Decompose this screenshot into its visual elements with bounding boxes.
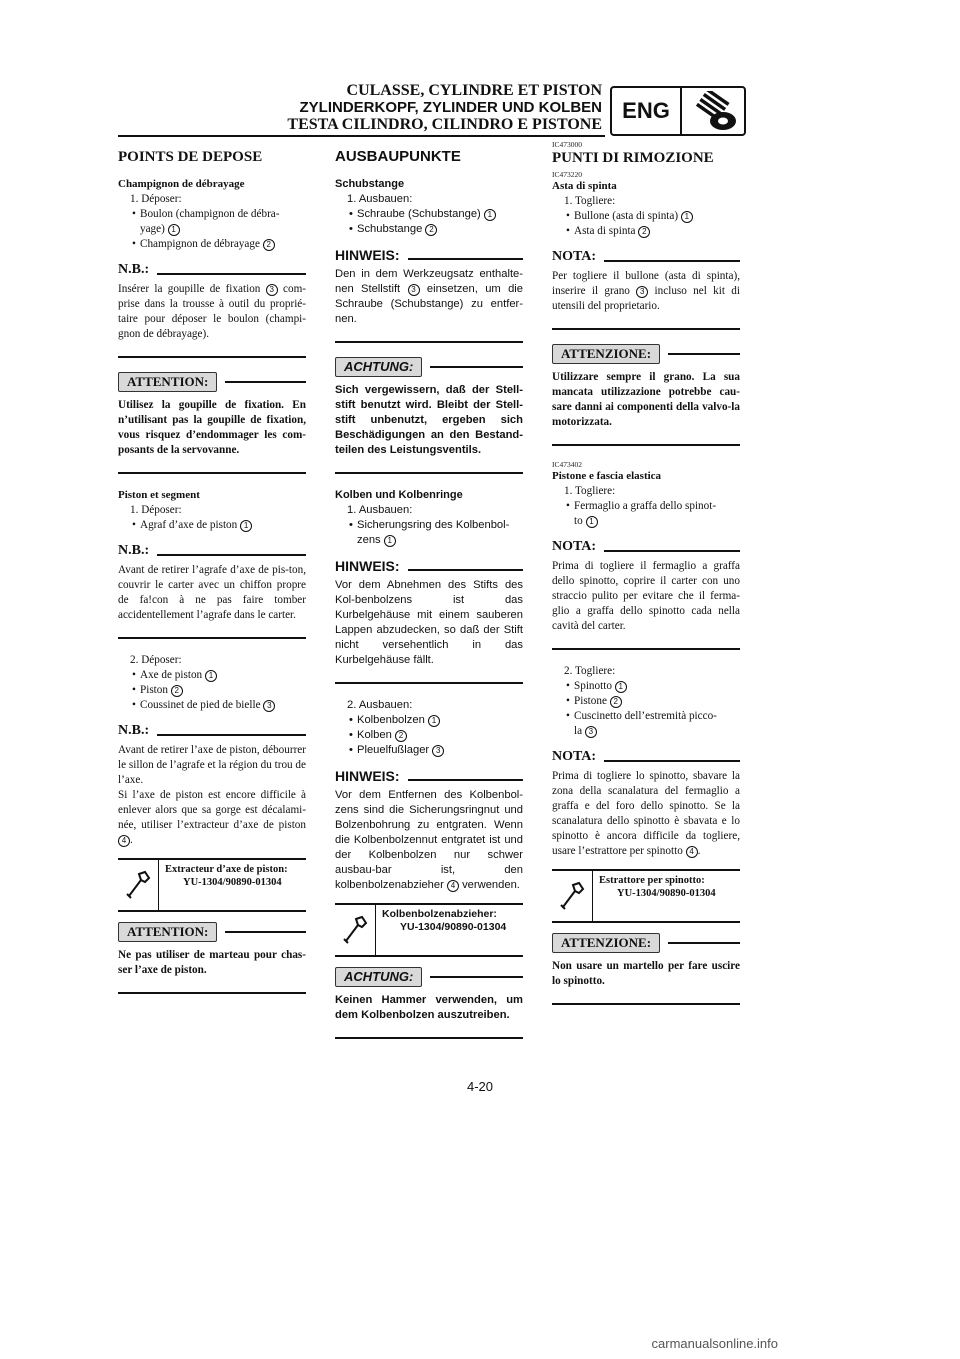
divider	[552, 444, 740, 446]
warning-header: ATTENZIONE:	[552, 933, 740, 953]
step-text: 1. Déposer:	[130, 193, 182, 205]
step-text: 2. Déposer:	[130, 654, 182, 666]
chapter-title-de: ZYLINDERKOPF, ZYLINDER UND KOLBEN	[299, 99, 602, 116]
callout-number: 1	[240, 520, 252, 532]
wrench-icon	[118, 860, 159, 910]
list-item: • Spinotto 1	[552, 679, 740, 694]
list-item: • Piston 2	[118, 683, 306, 698]
list-item: • Sicherungsring des Kolbenbol- zens 1	[335, 518, 523, 548]
section-badge	[610, 86, 746, 136]
callout-number: 2	[610, 696, 622, 708]
callout-number: 1	[428, 715, 440, 727]
chapter-title-fr: CULASSE, CYLINDRE ET PISTON	[346, 82, 602, 99]
list-item: • Kolben 2	[335, 728, 523, 743]
tool-name: Estrattore per spinotto:	[599, 875, 705, 886]
note-header: HINWEIS:	[335, 768, 523, 784]
section-heading: PUNTI DI RIMOZIONE	[552, 150, 714, 166]
tool-part-number: YU-1304/90890-01304	[400, 921, 507, 933]
divider	[335, 682, 523, 684]
list-item: • Schubstange 2	[335, 222, 523, 237]
note-text: Den in dem Werkzeugsatz enthalte-nen Stellstift 3 einsetzen, um die Schraube (Schubstange) zu entfer-nen.	[335, 268, 524, 325]
subsection-title: Asta di spinta	[552, 180, 617, 192]
warning-text: Keinen Hammer verwenden, um dem Kolbenbolzen auszutreiben.	[335, 994, 523, 1021]
note-header: NOTA:	[552, 249, 740, 265]
note-header: HINWEIS:	[335, 247, 523, 263]
callout-number: 3	[432, 745, 444, 757]
note-text: Avant de retirer l’agrafe d’axe de pis-ton, couvrir le carter avec un chiffon propre de fa!con à ne pas faire tomber accidentellement l’agrafe dans le carter.	[118, 564, 306, 621]
callout-number: 3	[636, 286, 648, 298]
note-text: Prima di togliere il fermaglio a graffa dello spinotto, coprire il carter con uno straccio pulito per evitare che il ferma-glio a graffa dello spinotto cada nella cavità del carter.	[552, 560, 740, 632]
subsection-title: Pistone e fascia elastica	[552, 470, 662, 482]
divider	[335, 1037, 523, 1039]
wrench-icon	[552, 871, 593, 921]
section-heading: POINTS DE DEPOSE	[118, 149, 263, 165]
callout-number: 4	[118, 835, 130, 847]
tool-name: Extracteur d’axe de piston:	[165, 864, 288, 875]
header-rule	[118, 135, 605, 137]
callout-number: 2	[263, 239, 275, 251]
section-heading: AUSBAUPUNKTE	[335, 148, 461, 165]
divider	[552, 1003, 740, 1005]
reference-code: IC473402	[552, 460, 582, 469]
step-text: 1. Ausbauen:	[347, 504, 413, 516]
callout-number: 1	[615, 681, 627, 693]
callout-number: 2	[171, 685, 183, 697]
step-text: 1. Togliere:	[564, 485, 616, 497]
note-text: Vor dem Entfernen des Kolbenbol-zens sind die Sicherungsringnut und Bolzenbohrung zu entgraten. Wenn die Kolbenbolzennut entgratet ist und der Kolbenbolzen nur schwer ausbau-bar ist, den kolbenbolzenabzieher 4 verwenden.	[335, 789, 523, 891]
warning-header: ATTENZIONE:	[552, 344, 740, 364]
divider	[118, 356, 306, 358]
tool-text	[376, 905, 512, 955]
note-header: NOTA:	[552, 749, 740, 765]
list-item: • Asta di spinta 2	[552, 224, 740, 239]
list-item: • Agraf d’axe de piston 1	[118, 518, 306, 533]
callout-number: 2	[395, 730, 407, 742]
callout-number: 2	[638, 226, 650, 238]
callout-number: 1	[681, 211, 693, 223]
note-text: Si l’axe de piston est encore difficile à enlever alors que sa gorge est décalami-née, utiliser l’extracteur d’axe de piston 4 .	[118, 789, 306, 846]
list-item: • Cuscinetto dell’estremità picco- la 3	[552, 709, 740, 739]
note-header: NOTA:	[552, 539, 740, 555]
tool-text	[159, 860, 294, 910]
callout-number: 1	[168, 224, 180, 236]
divider	[118, 637, 306, 639]
page-number: 4-20	[466, 1079, 494, 1094]
special-tool-box	[118, 858, 306, 912]
warning-text: Utilisez la goupille de fixation. En n’utilisant pas la goupille de fixation, vous risquez d’endommager les com-posants de la servovanne.	[118, 399, 306, 456]
tool-part-number: YU-1304/90890-01304	[183, 877, 282, 888]
step-text: 1. Déposer:	[130, 504, 182, 516]
note-header: N.B.:	[118, 543, 306, 559]
warning-header: ATTENTION:	[118, 922, 306, 942]
subsection-title: Piston et segment	[118, 489, 200, 501]
warning-header: ACHTUNG:	[335, 357, 523, 377]
divider	[552, 648, 740, 650]
chapter-title-block	[287, 82, 602, 133]
warning-header: ATTENTION:	[118, 372, 306, 392]
warning-text: Utilizzare sempre il grano. La sua mancata utilizzazione potrebbe cau-sare danni ai componenti della valvo-la motorizzata.	[552, 371, 740, 428]
note-text: Insérer la goupille de fixation 3 com-prise dans la trousse à outil du proprié-taire pour déposer le boulon (champi-gnon de débrayage).	[118, 283, 307, 340]
reference-code: IC473220	[552, 170, 582, 179]
special-tool-box	[335, 903, 523, 957]
callout-number: 4	[686, 846, 698, 858]
callout-number: 1	[205, 670, 217, 682]
note-text: Avant de retirer l’axe de piston, débourrer le sillon de l’agrafe et la région du trou de l’axe.	[118, 744, 306, 786]
callout-number: 3	[585, 726, 597, 738]
note-header: HINWEIS:	[335, 558, 523, 574]
note-text: Prima di togliere lo spinotto, sbavare la zona della scanalatura del fermaglio a graffa e del foro dello spinotto. Se la scanalatura dello spinotto è sbavata e lo spinotto è ancora difficile da togliere, usare l’estrattore per spinotto 4 .	[552, 770, 740, 857]
callout-number: 1	[484, 209, 496, 221]
list-item: • Bullone (asta di spinta) 1	[552, 209, 740, 224]
step-text: 1. Togliere:	[564, 195, 616, 207]
divider	[118, 472, 306, 474]
list-item: • Schraube (Schubstange) 1	[335, 207, 523, 222]
wrench-icon	[335, 905, 376, 955]
list-item: • Pleuelfußlager 3	[335, 743, 523, 758]
list-item: • Coussinet de pied de bielle 3	[118, 698, 306, 713]
step-text: 2. Togliere:	[564, 665, 616, 677]
column-french	[118, 140, 306, 1008]
reference-code: IC473000	[552, 140, 582, 149]
list-item: • Pistone 2	[552, 694, 740, 709]
subsection-title: Schubstange	[335, 178, 405, 190]
warning-text: Ne pas utiliser de marteau pour chas-ser l’axe de piston.	[118, 949, 306, 976]
divider	[335, 341, 523, 343]
watermark: carmanualsonline.info	[651, 1336, 778, 1351]
subsection-title: Champignon de débrayage	[118, 178, 245, 190]
warning-text: Sich vergewissern, daß der Stell-stift benutzt wird. Bleibt der Stell-stift unbenutzt, ergeben sich Beschädigungen an den Bestand-teilen des Leistungsventils.	[335, 384, 523, 456]
step-text: 2. Ausbauen:	[347, 699, 413, 711]
column-italian	[552, 140, 740, 1019]
tool-text	[593, 871, 722, 921]
list-item: • Axe de piston 1	[118, 668, 306, 683]
warning-text: Non usare un martello per fare uscire lo spinotto.	[552, 960, 740, 987]
special-tool-box	[552, 869, 740, 923]
tool-name: Kolbenbolzenabzieher:	[382, 908, 497, 920]
callout-number: 1	[586, 516, 598, 528]
callout-number: 3	[408, 284, 420, 296]
note-text: Vor dem Abnehmen des Stifts des Kol-benbolzens ist das Kurbelgehäuse mit einem sauberen Lappen abzudecken, so daß der Stift nicht versehentlich in das Kurbelgehäuse fällt.	[335, 579, 523, 666]
list-item: • Champignon de débrayage 2	[118, 237, 306, 252]
list-item: • Kolbenbolzen 1	[335, 713, 523, 728]
callout-number: 4	[447, 880, 459, 892]
callout-number: 3	[263, 700, 275, 712]
callout-number: 3	[266, 284, 278, 296]
list-item: • Boulon (champignon de débra- yage) 1	[118, 207, 306, 237]
chapter-title-it: TESTA CILINDRO, CILINDRO E PISTONE	[287, 116, 602, 133]
divider	[118, 992, 306, 994]
callout-number: 2	[425, 224, 437, 236]
note-header: N.B.:	[118, 262, 306, 278]
subsection-title: Kolben und Kolbenringe	[335, 489, 463, 501]
list-item: • Fermaglio a graffa dello spinot- to 1	[552, 499, 740, 529]
tool-part-number: YU-1304/90890-01304	[617, 888, 716, 899]
note-header: N.B.:	[118, 723, 306, 739]
engine-icon	[682, 88, 744, 134]
callout-number: 1	[384, 535, 396, 547]
note-text: Per togliere il bullone (asta di spinta), inserire il grano 3 incluso nel kit di utensili del proprietario.	[552, 270, 741, 312]
column-german	[335, 140, 523, 1053]
warning-header: ACHTUNG:	[335, 967, 523, 987]
step-text: 1. Ausbauen:	[347, 193, 413, 205]
divider	[335, 472, 523, 474]
section-badge-label: ENG	[612, 88, 682, 134]
divider	[552, 328, 740, 330]
